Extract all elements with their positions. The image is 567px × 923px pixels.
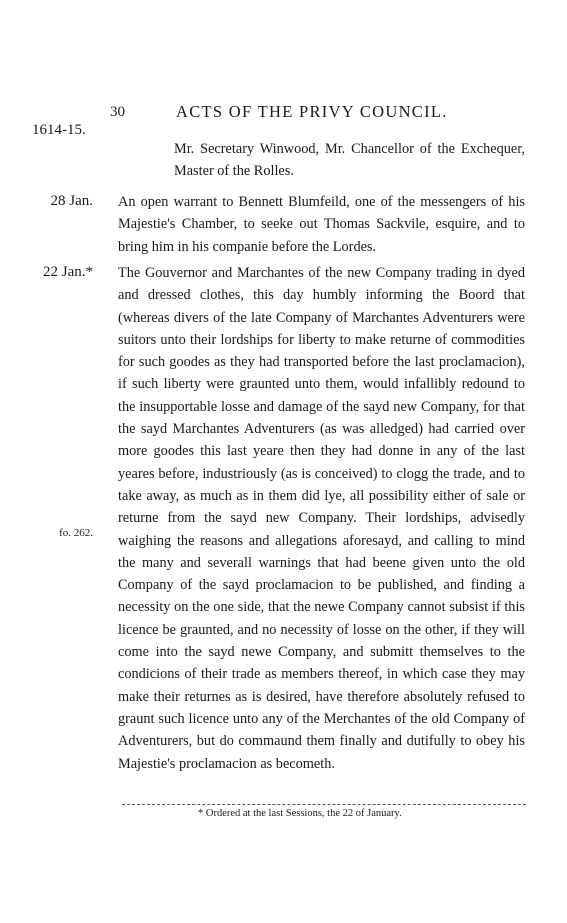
footnote: * Ordered at the last Sessions, the 22 of January.	[198, 808, 402, 819]
margin-folio: fo. 262.	[59, 527, 93, 539]
page-number: 30	[110, 104, 125, 120]
entry-company-petition: The Gouvernor and Marchantes of the new Company trading in dyed and dressed clothes, this day humbly informing the Boord that (whereas divers of the late Company of Marchantes Adventurers were suitors unto their lordships for liberty to make returne of commodities for such goodes as they had transported before the last proclamacion), if such liberty were graunted unto them, would infallibly redound to the insupportable losse and damage of the sayd new Company, for that the sayd Marchantes Adventurers (as was alledged) had carried over more goodes this last yeare then they had donne in any of the last yeares before, industriously (as is conceived) to clogg the trade, and to take away, as much as in them did lye, all possibility either of sale or returne from the sayd new Company. Their lordships, advisedly waighing the reasons and allegations aforesayd, and calling to mind the many and severall warnings that had beene given unto the old Company of the sayd proclamacion to be published, and finding a necessity on the one side, that the newe Company cannot subsist if this licence be graunted, and no necessity of losse on the other, if they will come into the sayd newe Company, and submitt themselves to the condicions of their trade as members thereof, in which case they may make their returnes as is desired, have therefore absolutely refused to graunt such licence unto any of the Merchantes of the old Company of Adventurers, but do commaund them finally and dutifully to obey his Majestie's proclamacion as becometh.	[118, 265, 525, 772]
margin-year: 1614-15.	[32, 122, 86, 138]
footnote-divider	[122, 804, 526, 805]
margin-date-28-jan: 28 Jan.	[50, 193, 93, 209]
entry-warrant: An open warrant to Bennett Blumfeild, one of the messengers of his Majestie's Chamber, to seeke out Thomas Sackvile, esquire, and to bring him in his companie before the Lordes.	[118, 194, 525, 255]
attendance-list: Mr. Secretary Winwood, Mr. Chancellor of the Exchequer, Master of the Rolles.	[174, 141, 525, 179]
running-head: ACTS OF THE PRIVY COUNCIL.	[176, 102, 448, 121]
margin-date-22-jan: 22 Jan.*	[43, 264, 93, 280]
